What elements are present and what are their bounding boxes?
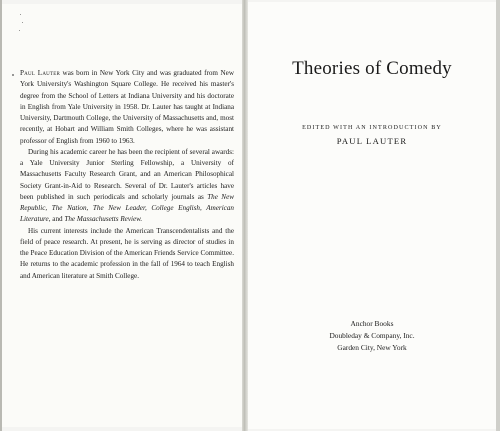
right-page-edge — [496, 0, 500, 431]
book-title: Theories of Comedy — [292, 58, 452, 79]
publisher-name: Doubleday & Company, Inc. — [329, 330, 415, 340]
bio-paragraph-2 — [20, 147, 234, 226]
bio-paragraph-1-text: was born in New York City and was graduated from New York University's Washington Square College. He received his master's degree from the School of Letters at Indiana University and his doctorate in English from Yale University in 1958. Dr. Lauter has taught at Indiana University, Dartmouth College, the University of Massachusetts and, most recently, at Hobart and William Smith Colleges, where he was assistant professor of English from 1960 to 1963. — [20, 69, 234, 145]
journal-last: The Massachusetts Review. — [64, 215, 143, 224]
scan-speck — [20, 14, 21, 15]
author-bio — [20, 68, 234, 282]
publisher-imprint: Anchor Books — [350, 319, 394, 328]
publisher-location: Garden City, New York — [337, 342, 407, 352]
publisher-block — [248, 318, 496, 353]
scan-speck — [22, 22, 23, 23]
bio-author-name: Paul Lauter — [20, 69, 61, 77]
edited-by-line: EDITED WITH AN INTRODUCTION BY — [302, 125, 442, 131]
bio-paragraph-1 — [20, 68, 234, 147]
scan-speck — [12, 74, 14, 76]
scan-speck — [19, 30, 20, 31]
bio-paragraph-3: His current interests include the American Transcendentalists and the field of peace research. At present, he is serving as director of studies in the Peace Education Division of the American Friends Service Committee. He returns to the academic profession in the fall of 1964 to teach English and American literature at Smith College. — [20, 226, 234, 280]
journal-list: The New Republic, The Nation, The New Leader, College English, American Literature, — [20, 192, 235, 224]
editor-name: PAUL LAUTER — [336, 136, 408, 146]
bio-conjunction: and — [52, 215, 63, 224]
bio-paragraph-2-text: During his academic career he has been the recipient of several awards: a Yale University Junior Sterling Fellowship, a University of Massachusetts Faculty Research Grant, and an American Philosophical Society Grant-in-Aid to Research. Several of Dr. Lauter's articles have been published in such periodicals and scholarly journals as — [20, 147, 234, 201]
